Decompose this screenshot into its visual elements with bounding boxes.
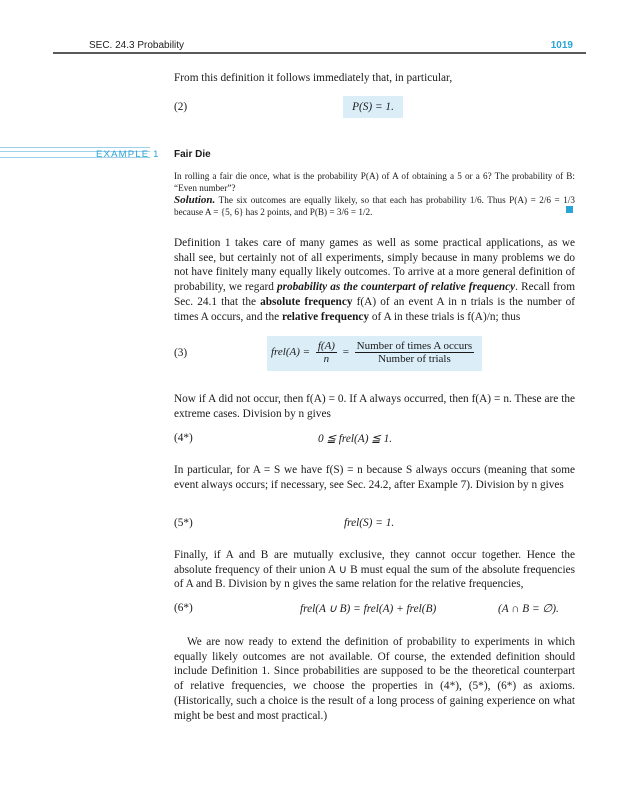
section-heading: SEC. 24.3 Probability [89, 40, 185, 51]
eq6-label: (6*) [174, 602, 193, 614]
example-problem: In rolling a fair die once, what is the probability P(A) of A of obtaining a 5 or a 6? The probability of B: “Even number”? [174, 171, 575, 194]
eq3-den2: Number of trials [378, 353, 451, 365]
p1-part1: Definition 1 takes care of many games as well as some practical applications, as we shall see, but certainly not of all experiments, simply because in many problems we do not have finitely many equally likely outcomes. To arrive at a more general definition of probability, we regard [174, 237, 575, 294]
example-solution [174, 194, 575, 219]
paragraph-1 [174, 236, 575, 324]
example-title: Fair Die [174, 149, 211, 160]
p1-part4: of A in these trials is f(A)/n; thus [371, 310, 521, 323]
eq2-label: (2) [174, 101, 188, 113]
eq6-formula: frel(A ∪ B) = frel(A) + frel(B) [300, 603, 437, 615]
eq4-label: (4*) [174, 432, 193, 444]
eq3-fraction-2 [355, 340, 474, 365]
eq5-formula: frel(S) = 1. [344, 517, 395, 529]
solution-label: Solution. [174, 194, 216, 206]
example-label: EXAMPLE 1 [96, 149, 160, 160]
paragraph-4: Finally, if A and B are mutually exclusive, they cannot occur together. Hence the absolute frequency of their union A ∪ B must equal the sum of the absolute frequencies of A and B. Division by n gives the same relation for the relative frequencies, [174, 549, 575, 591]
example-rule-top [0, 147, 150, 148]
eq6-condition: (A ∩ B = ∅). [498, 603, 559, 615]
eq2-formula: P(S) = 1. [352, 101, 394, 113]
eq3-num1: f(A) [317, 340, 335, 352]
eq3-formula [271, 340, 477, 365]
eq3-lhs: frel(A) = [271, 346, 311, 359]
eq4-formula: 0 ≦ frel(A) ≦ 1. [318, 433, 393, 445]
p1-bold-absolute: absolute frequency [260, 295, 353, 308]
eq5-label: (5*) [174, 517, 193, 529]
intro-line: From this definition it follows immediately that, in particular, [174, 72, 453, 84]
page-number: 1019 [550, 40, 573, 51]
eq3-label: (3) [174, 347, 188, 359]
eq3-den1: n [323, 353, 330, 365]
eq2-box [343, 96, 403, 118]
header-rule [53, 52, 586, 54]
p1-emphasis: probability as the counterpart of relative frequency [276, 281, 516, 294]
page-header [0, 0, 639, 52]
solution-text: The six outcomes are equally likely, so that each has probability 1/6. Thus P(A) = 2/6 = 1/3 because A = {5, 6} has 2 points, and P(B) = 3/6 = 1/2. [174, 195, 575, 218]
eq3-fraction-1 [316, 340, 337, 365]
end-of-proof-icon [566, 206, 573, 213]
paragraph-3: In particular, for A = S we have f(S) = n because S always occurs (meaning that some event always occurs; if necessary, see Sec. 24.2, after Example 7). Division by n gives [174, 464, 575, 491]
paragraph-2: Now if A did not occur, then f(A) = 0. If A always occurred, then f(A) = n. These are the extreme cases. Division by n gives [174, 393, 575, 420]
eq3-num2: Number of times A occurs [356, 340, 473, 352]
eq3-equals: = [342, 346, 349, 359]
p1-bold-relative: relative frequency [281, 310, 370, 323]
p1-part2: . Recall from Sec. 24.1 that the [174, 281, 575, 308]
paragraph-5: We are now ready to extend the definition of probability to experiments in which equally likely outcomes are not available. Of course, the extended definition should include Definition 1. Since probabilities are supposed to be the theoretical counterpart of relative frequencies, we choose the properties in (4*), (5*), (6*) as axioms. (Historically, such a choice is the result of a long process of gaining experience on what might be best and most practical.) [174, 636, 575, 722]
p1-part3: f(A) of an event A in n trials is the number of times A occurs, and the [174, 295, 576, 323]
